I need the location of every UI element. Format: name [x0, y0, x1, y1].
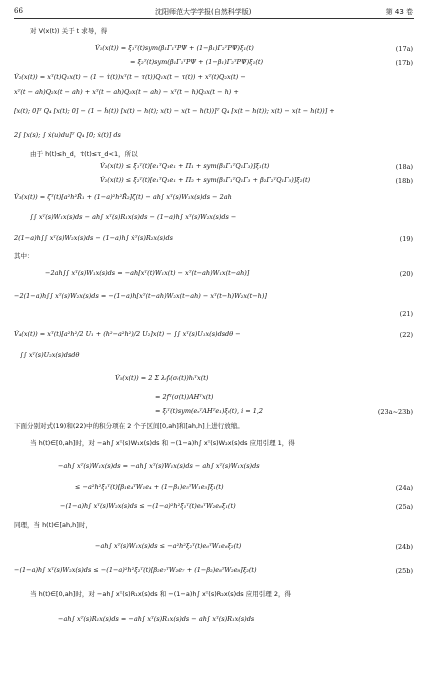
- equation: = 2fᵀ(σ(t))AHᵀx(t): [155, 393, 214, 401]
- equation: ≤ −a²h²ξ₁ᵀ(t)[β₁e₄ᵀW₁e₄ + (1−β₁)e₅ᵀW₁e₅]ξ₁(t): [75, 483, 224, 491]
- page-number: 66: [14, 7, 23, 15]
- equation: −ah∫ xᵀ(s)W₁x(s)ds ≤ −a²h²ξ₂ᵀ(t)e₆ᵀW₁e₆ξ₂(t): [95, 542, 242, 550]
- equation-line: [x(t); 0]ᵀ Q₄ [x(t); 0] − (1 − ḣ(t)) [x(t) − h(t); x(t) − x(t − h(t))]ᵀ Q₄ [x(t − h(t)); x(t) − x(t − h(t))] +: [14, 107, 335, 115]
- equation-number: (24b): [395, 543, 413, 551]
- equation-number: (25a): [395, 503, 413, 511]
- equation-number: (21): [399, 310, 413, 318]
- equation-number: (18a): [395, 163, 413, 171]
- equation: V̇₂(x(t)) ≤ ξ₂ᵀ(t)[e₁ᵀQ₁e₁ + Π₂ + sym(β₁Γ₁ᵀQ₁Γ₃ + β₂Γ₂ᵀQ₁Γ₅)]ξ₂(t): [100, 176, 311, 184]
- equation: ∫∫ xᵀ(s)U₂x(s)dsdθ: [20, 351, 80, 359]
- equation-line: xᵀ(t − ah)Q₂x(t − ah) + xᵀ(t − ah)Q₃x(t − ah) − xᵀ(t − h)Q₃x(t − h) +: [14, 88, 239, 96]
- equation: V̇₄(x(t)) = xᵀ(t)[a²h²/2 U₁ + (h²−a²h²)/2 U₂]x(t) − ∫∫ xᵀ(s)U₁x(s)dsdθ −: [14, 330, 241, 338]
- equation-number: (24a): [395, 484, 413, 492]
- equation-line: V̇₂(x(t)) = xᵀ(t)Q₁x(t) − (1 − τ̇(t))xᵀ(t − τ(t))Q₁x(t − τ(t)) + xᵀ(t)Q₂x(t) −: [14, 73, 246, 81]
- equation: V̇₃(x(t)) = ζᵀ(t)[a²h²R̄₁ + (1−a)²h²R̄₂]ζ(t) − ah∫ xᵀ(s)W₁x(s)ds − 2ah: [14, 193, 232, 201]
- equation-number: (22): [399, 331, 413, 339]
- equation-number: (18b): [395, 177, 413, 185]
- journal-title: 沈阳师范大学学报(自然科学版): [155, 8, 252, 16]
- paragraph-text: 由于 h(t)≤h_d，τ̇(t)≤τ_d<1，所以: [30, 150, 138, 158]
- equation: −2ah∫∫ xᵀ(s)W₁x(s)ds = −ah[xᵀ(t)W₁x(t) − xᵀ(t−ah)W₁x(t−ah)]: [45, 269, 250, 277]
- equation-number: (19): [399, 235, 413, 243]
- equation: −(1−a)h∫ xᵀ(s)W₂x(s)ds ≤ −(1−a)²h²ξ₂ᵀ(t)[β₂e₇ᵀW₂e₇ + (1−β₂)e₈ᵀW₂e₈]ξ₂(t): [14, 566, 257, 574]
- paragraph-text: 当 h(t)∈[0,ah]时，对 −ah∫ xᵀ(s)R₁x(s)ds 和 −(1−a)h∫ xᵀ(s)R₂x(s)ds 应用引理 2，得: [30, 590, 291, 598]
- equation: = ξ₂ᵀ(t)sym(β₁Γ₁ᵀPΨ + (1−β₁)Γ₂ᵀPΨ)ξ₁(t): [130, 58, 264, 66]
- equation-number: (25b): [395, 567, 413, 575]
- equation: = ξᵢᵀ(t)sym(eₛᵀAHᵀe₁)ξᵢ(t), i = 1,2: [155, 407, 264, 415]
- equation-line: 2∫ [x(s); ∫ ẋ(u)du]ᵀ Q₄ [0; ẋ(t)] ds: [14, 131, 121, 139]
- equation: 2(1−a)h∫∫ xᵀ(s)W₂x(s)ds − (1−a)h∫ ẋᵀ(s)R₂x(s)ds: [14, 234, 173, 242]
- equation: −2(1−a)h∫∫ xᵀ(s)W₂x(s)ds = −(1−a)h[xᵀ(t−ah)W₂x(t−ah) − xᵀ(t−h)W₂x(t−h)]: [14, 292, 267, 300]
- equation-number: (17b): [395, 59, 413, 67]
- paragraph-text: 其中：: [14, 252, 34, 260]
- equation: V̇₁(x(t)) = ξ₁ᵀ(t)sym(β₁Γ₁ᵀPΨ + (1−β₁)Γ₂ᵀPΨ)ξ₁(t): [95, 44, 254, 52]
- equation: −ah∫ xᵀ(s)W₁x(s)ds = −ah∫ xᵀ(s)W₁x(s)ds − ah∫ xᵀ(s)W₁x(s)ds: [58, 462, 260, 470]
- paragraph-text: 当 h(t)∈[0,ah]时，对 −ah∫ xᵀ(s)W₁x(s)ds 和 −(1−a)h∫ xᵀ(s)W₂x(s)ds 应用引理 1，得: [30, 439, 295, 447]
- volume-label: 第 43 卷: [385, 8, 413, 16]
- paragraph-text: 对 V(x(t)) 关于 t 求导，得: [30, 27, 108, 35]
- equation-number: (20): [399, 270, 413, 278]
- header-rule: [14, 18, 414, 19]
- equation: V̇₅(x(t)) = 2 Σ λᵢfᵢ(σᵢ(t))hᵢᵀx(t): [115, 374, 209, 382]
- equation: −ah∫ xᵀ(s)R₁x(s)ds = −ah∫ xᵀ(s)R₁x(s)ds − ah∫ xᵀ(s)R₁x(s)ds: [58, 615, 255, 623]
- equation-number: (23a~23b): [377, 408, 413, 416]
- equation: ∫∫ xᵀ(s)W₁x(s)ds − ah∫ xᵀ(s)R₁x(s)ds − (1−a)h∫ xᵀ(s)W₂x(s)ds −: [30, 213, 237, 221]
- equation: V̇₂(x(t)) ≤ ξ₁ᵀ(t)[e₁ᵀQ₁e₁ + Π₁ + sym(β₁Γ₁ᵀQ₁Γ₃)]ξ₁(t): [100, 162, 270, 170]
- equation-number: (17a): [395, 45, 413, 53]
- equation: −(1−a)h∫ xᵀ(s)W₂x(s)ds ≤ −(1−a)²h²ξ₁ᵀ(t)e₆ᵀW₂e₆ξ₁(t): [60, 502, 236, 510]
- paragraph-text: 下面分别对式(19)和(22)中的积分项在 2 个子区间[0,ah]和[ah,h]上进行放缩。: [14, 422, 244, 430]
- paragraph-text: 同理，当 h(t)∈[ah,h]时，: [14, 521, 92, 529]
